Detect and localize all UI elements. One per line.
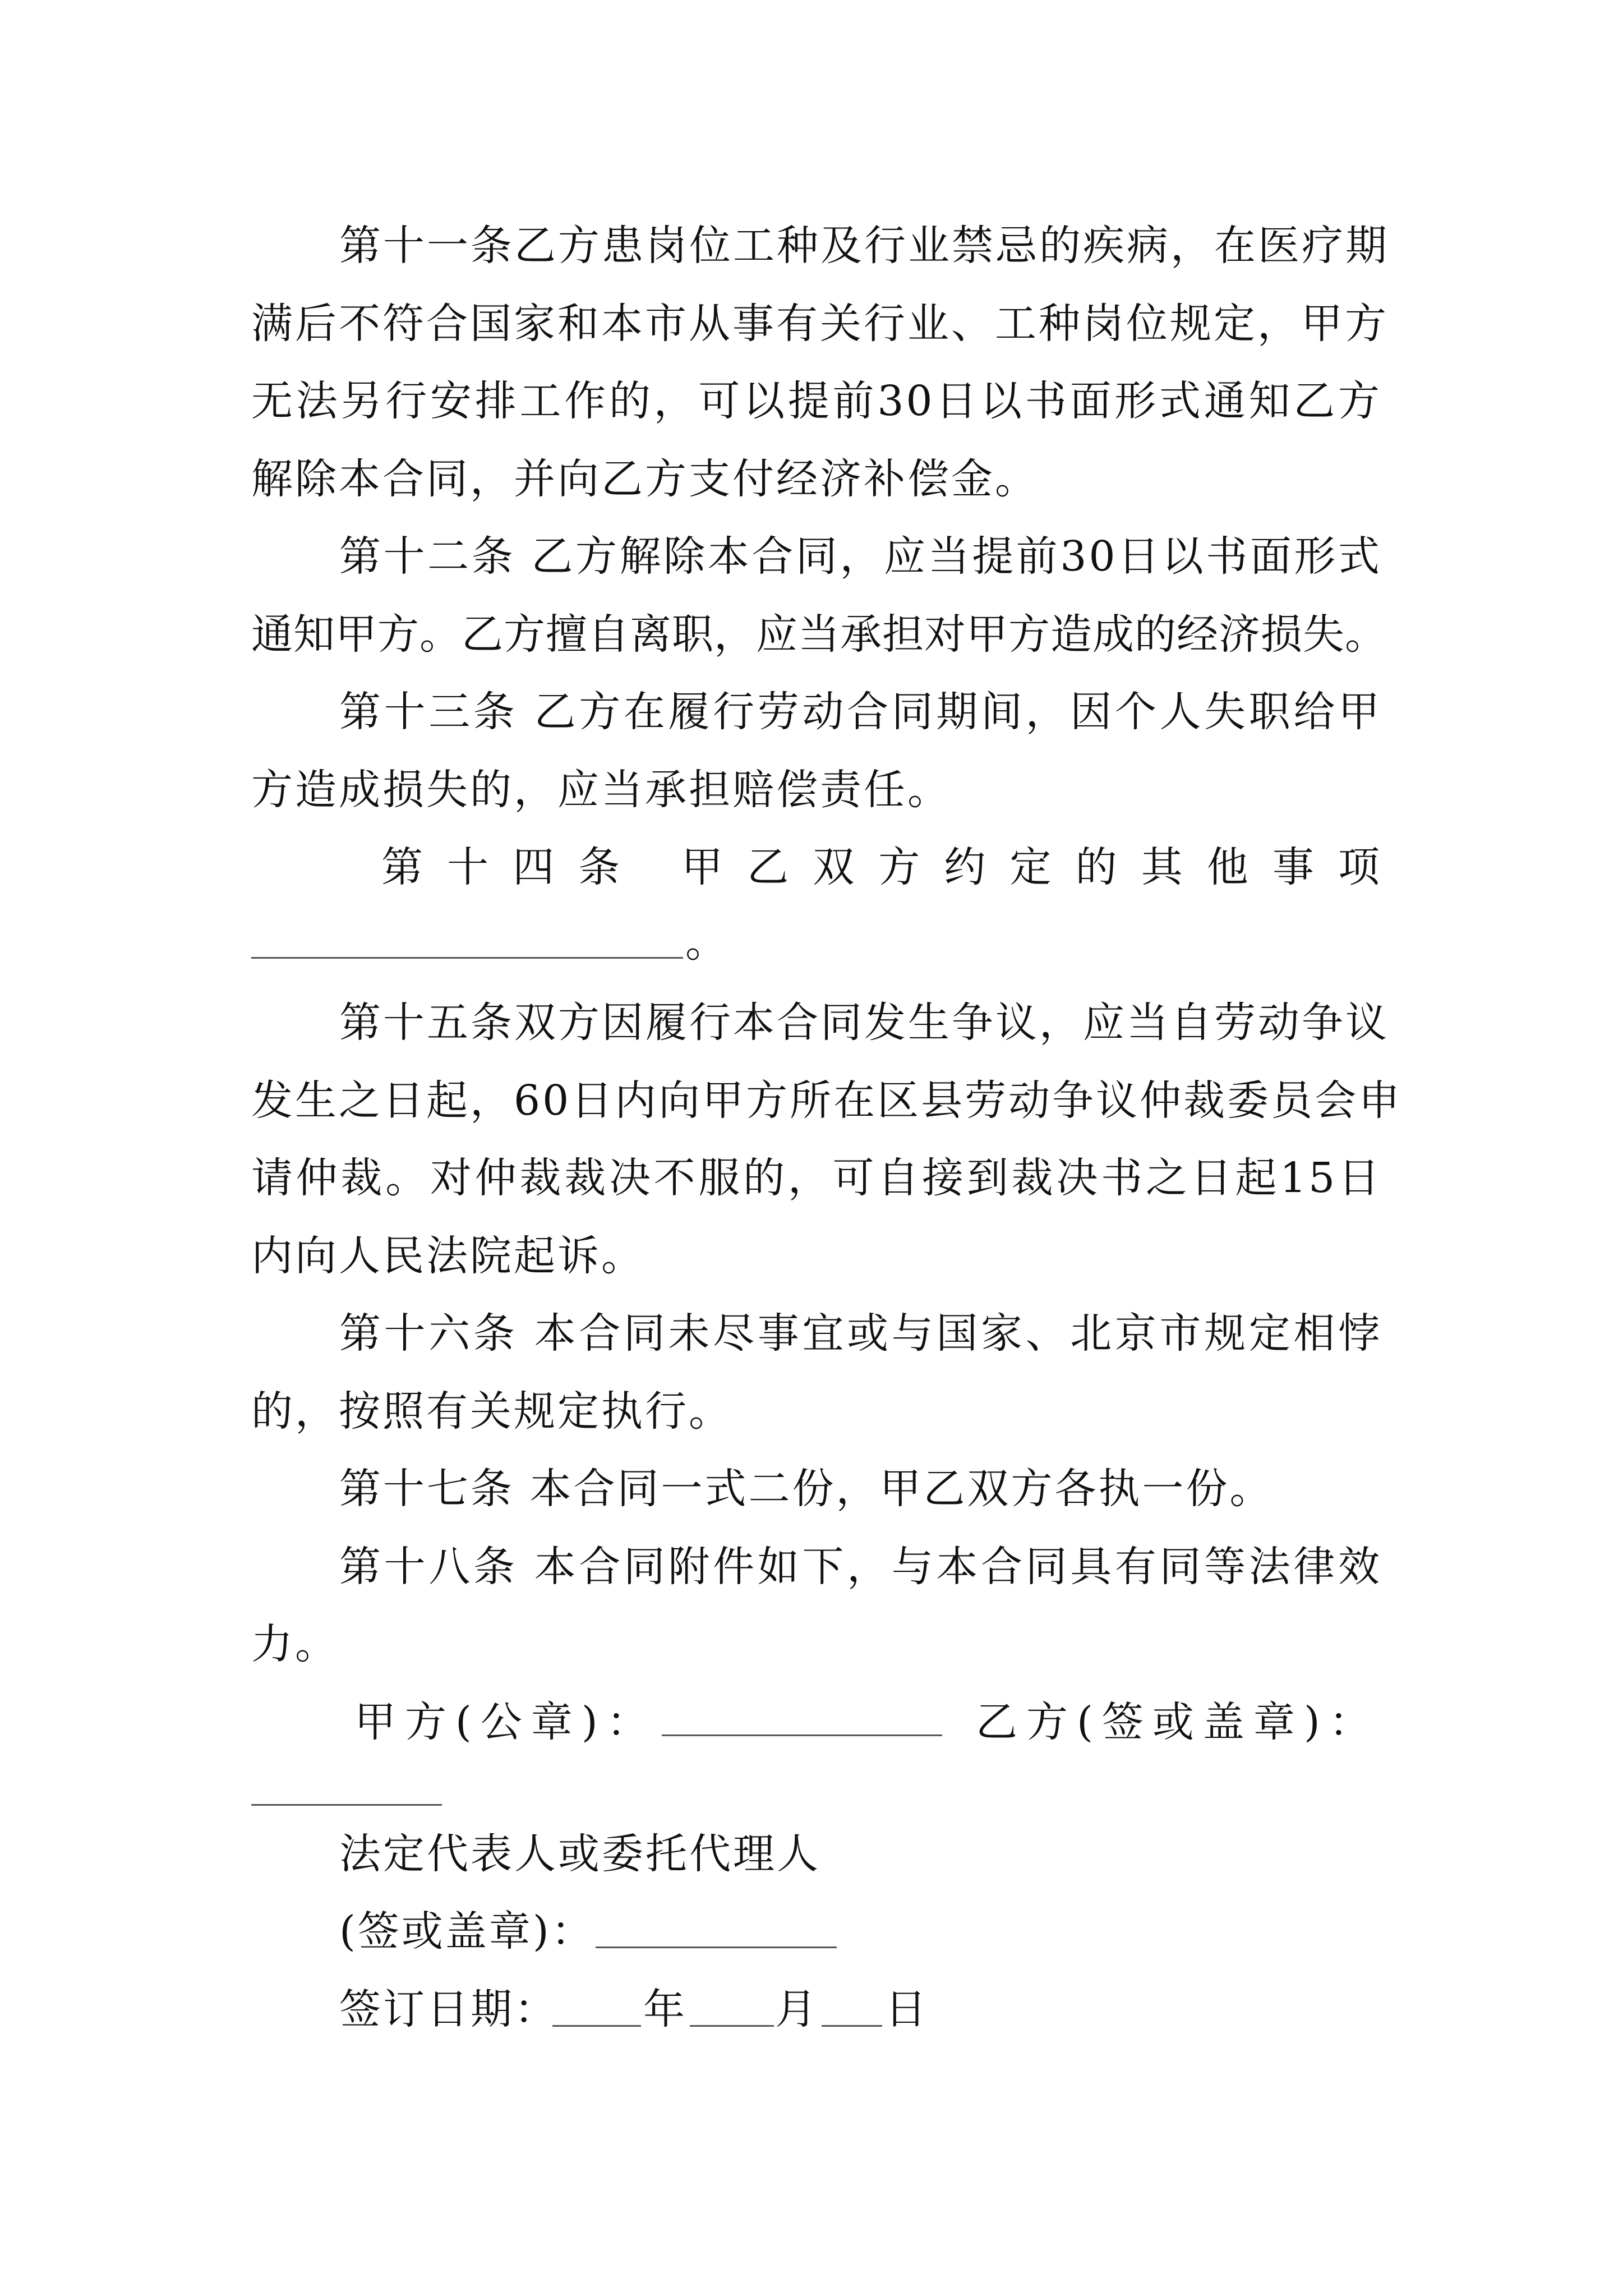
article-18-line-2: 力。 bbox=[251, 1620, 339, 1668]
article-15-line-1: 第十五条双方因履行本合同发生争议，应当自劳动争议 bbox=[339, 999, 1389, 1047]
article-18-line-1: 第十八条 本合同附件如下，与本合同具有同等法律效 bbox=[339, 1543, 1382, 1591]
article-12-line-1: 第十二条 乙方解除本合同，应当提前30日以书面形式 bbox=[339, 532, 1382, 581]
article-14-line-1: 第十四条 甲乙双方约定的其他事项 bbox=[381, 843, 1382, 891]
article-14-blank bbox=[251, 957, 683, 959]
article-17-line-1: 第十七条 本合同一式二份，甲乙双方各执一份。 bbox=[339, 1465, 1274, 1513]
article-16-line-1: 第十六条 本合同未尽事宜或与国家、北京市规定相悖 bbox=[339, 1309, 1382, 1358]
article-15-line-2: 发生之日起，60日内向甲方所在区县劳动争议仲裁委员会申 bbox=[251, 1076, 1403, 1125]
sign-or-seal-blank bbox=[596, 1947, 837, 1948]
date-day-label: 日 bbox=[885, 1985, 929, 2033]
article-16-line-2: 的，按照有关规定执行。 bbox=[251, 1387, 732, 1435]
article-11-line-2: 满后不符合国家和本市从事有关行业、工种岗位规定，甲方 bbox=[251, 300, 1389, 348]
article-11-line-3: 无法另行安排工作的，可以提前30日以书面形式通知乙方 bbox=[251, 377, 1382, 425]
party-a-seal-label: 甲方(公章)： bbox=[354, 1698, 657, 1746]
article-12-line-2: 通知甲方。乙方擅自离职，应当承担对甲方造成的经济损失。 bbox=[251, 610, 1387, 659]
date-year-blank bbox=[552, 2025, 641, 2027]
sign-or-seal-label: (签或盖章)： bbox=[339, 1907, 595, 1955]
date-month-label: 月 bbox=[775, 1985, 819, 2033]
signing-date-label: 签订日期： bbox=[339, 1985, 558, 2033]
article-13-line-1: 第十三条 乙方在履行劳动合同期间，因个人失职给甲 bbox=[339, 688, 1382, 736]
date-day-blank bbox=[822, 2025, 882, 2027]
party-b-sign-blank bbox=[251, 1804, 442, 1806]
article-15-line-3: 请仲裁。对仲裁裁决不服的，可自接到裁决书之日起15日 bbox=[251, 1154, 1382, 1202]
article-11-line-1: 第十一条乙方患岗位工种及行业禁忌的疾病，在医疗期 bbox=[339, 222, 1389, 270]
party-a-seal-blank bbox=[662, 1734, 942, 1736]
date-month-blank bbox=[690, 2025, 774, 2027]
article-13-line-2: 方造成损失的，应当承担赔偿责任。 bbox=[251, 766, 951, 814]
party-b-sign-label: 乙方(签或盖章)： bbox=[976, 1698, 1380, 1746]
article-11-line-4: 解除本合同，并向乙方支付经济补偿金。 bbox=[251, 455, 1039, 503]
article-15-line-4: 内向人民法院起诉。 bbox=[251, 1232, 645, 1280]
article-14-line-2-end: 。 bbox=[685, 918, 729, 967]
representative-label: 法定代表人或委托代理人 bbox=[339, 1830, 820, 1878]
date-year-label: 年 bbox=[643, 1985, 687, 2033]
